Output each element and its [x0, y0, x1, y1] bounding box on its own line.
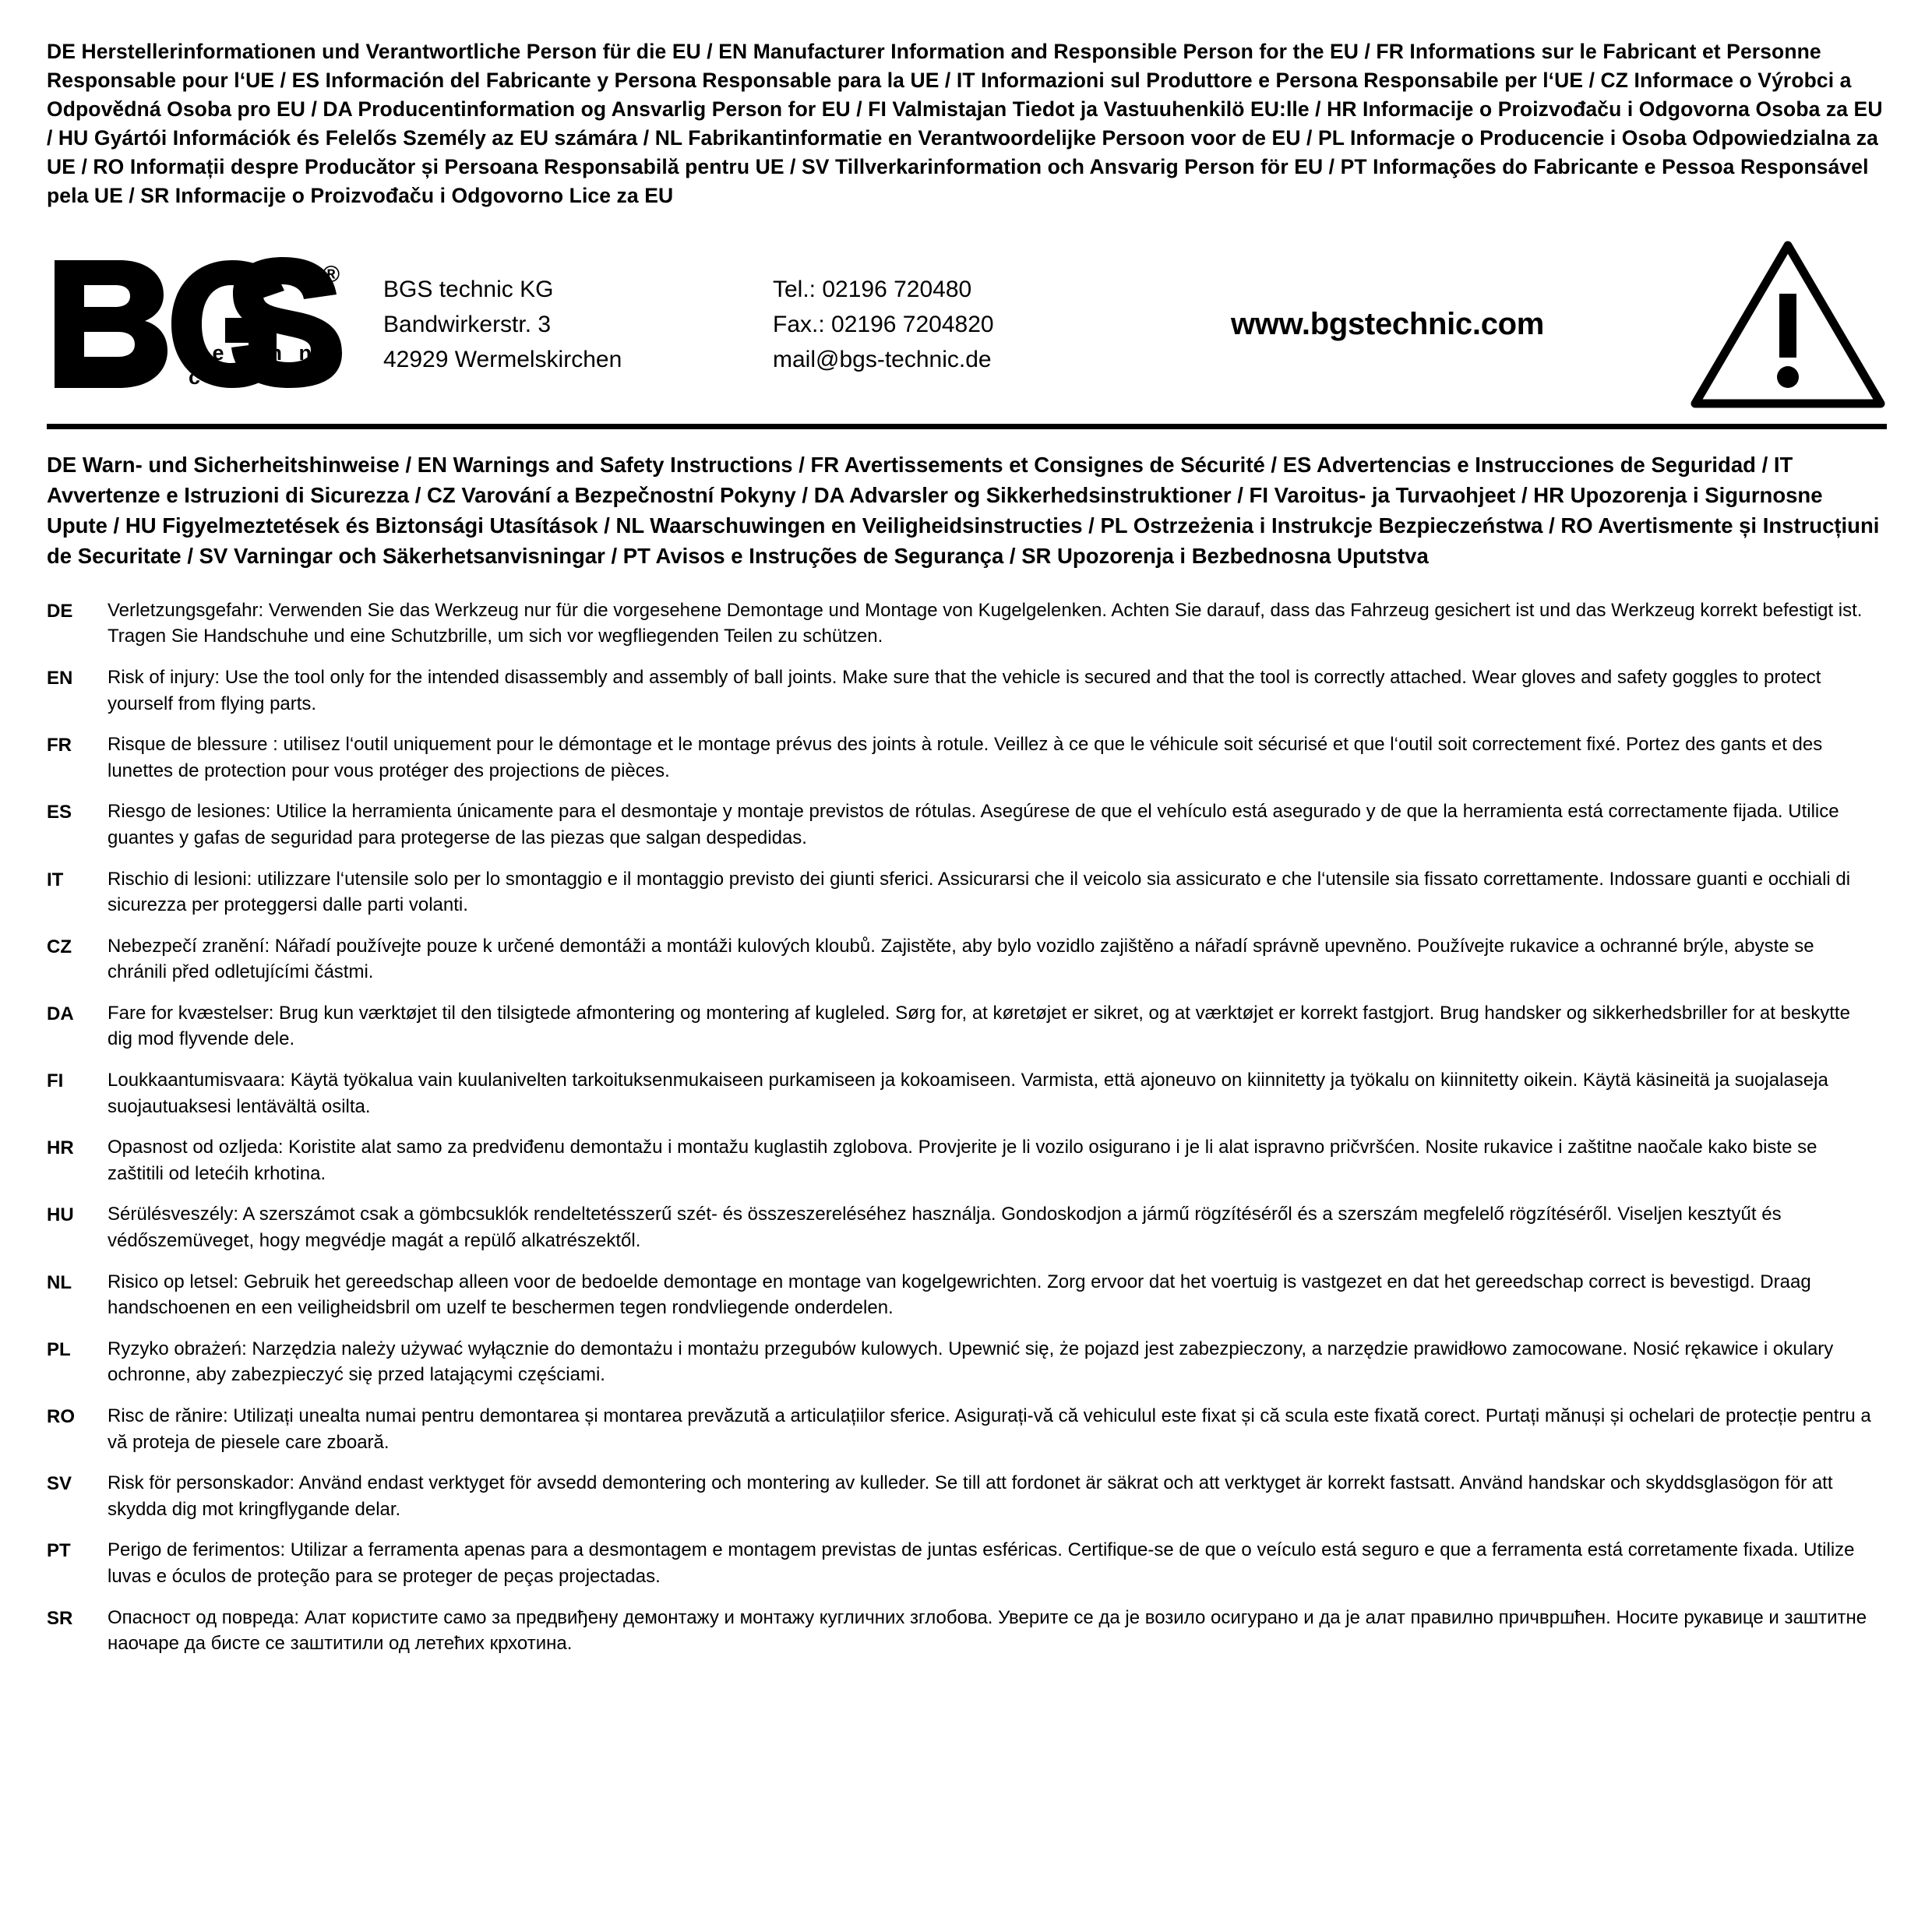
instruction-text: Loukkaantumisvaara: Käytä työkalua vain kuulanivelten tarkoituksenmukaiseen purkamiseen ja kokoamiseen. Varmista, että ajoneuvo on kiinnitetty ja työkalu on kiinnitetty oikein. Käytä käsineitä ja suojalaseja suojautuaksesi lentävältä osilta. [108, 1070, 1828, 1117]
instructions-list [44, 598, 1888, 1657]
language-code: HU [47, 1204, 74, 1226]
company-street: Bandwirkerstr. 3 [383, 311, 552, 337]
company-email[interactable]: mail@bgs-technic.de [773, 346, 992, 372]
list-item [47, 1537, 1877, 1589]
bgs-logo [48, 254, 360, 394]
list-item [47, 665, 1877, 717]
instruction-text: Risk of injury: Use the tool only for the intended disassembly and assembly of ball joints. Make sure that the vehicle is secured and that the tool is correctly attached. Wear gloves and safety goggles to protect yourself from flying parts. [108, 666, 1821, 714]
instruction-text: Risk för personskador: Använd endast verktyget för avsedd demontering och montering av kulleder. Se till att fordonet är säkrat och att verktyget är korrekt fastsatt. Använd handskar och skyddsglasögon för att skydda dig mot kringflygande delar. [108, 1472, 1833, 1520]
instruction-text: Risc de rănire: Utilizați unealta numai pentru demontarea și montarea prevăzută a articulațiilor sferice. Asigurați-vă că vehiculul este fixat și că scula este fixată corect. Purtați mănuși și ochelari de protecție pentru a vă proteja de piesele care zboară. [108, 1405, 1871, 1453]
language-code: HR [47, 1137, 74, 1159]
language-code: FR [47, 735, 72, 756]
list-item [47, 1000, 1877, 1052]
list-item [47, 1269, 1877, 1321]
instruction-text: Opasnost od ozljeda: Koristite alat samo za predviđenu demontažu i montažu kuglastih zglobova. Provjerite je li vozilo osigurano i je li alat ispravno pričvršćen. Nosite rukavice i zaštitne naočale kako biste se zaštitili od letećih krhotina. [108, 1137, 1817, 1184]
logo-subtext: t e c h n i c [189, 341, 340, 390]
company-city: 42929 Wermelskirchen [383, 346, 622, 372]
language-code: CZ [47, 936, 72, 957]
instruction-text: Risque de blessure : utilisez l‘outil uniquement pour le démontage et le montage prévus des joints à rotule. Veillez à ce que le véhicule soit sécurisé et que l‘outil soit correctement fixé. Portez des gants et des lunettes de protection pour vous protéger des projections de pièces. [108, 734, 1823, 781]
language-code: EN [47, 667, 73, 689]
instruction-text: Risico op letsel: Gebruik het gereedschap alleen voor de bedoelde demontage en montage van kogelgewrichten. Zorg ervoor dat het voertuig is vastgezet en dat het gereedschap correct is bevestigd. Draag handschoenen en een veiligheidsbril om uzelf te beschermen tegen rondvliegende onderdelen. [108, 1271, 1811, 1319]
company-fax: Fax.: 02196 7204820 [773, 311, 994, 337]
instruction-text: Ryzyko obrażeń: Narzędzia należy używać wyłącznie do demontażu i montażu przegubów kulowych. Upewnić się, że pojazd jest zabezpieczony, a narzędzie prawidłowo zamocowane. Nosić rękawice i okulary ochronne, aby zabezpieczyć się przed latającymi częściami. [108, 1338, 1834, 1386]
list-item [47, 1067, 1877, 1119]
header-divider [47, 424, 1887, 429]
language-code: FI [47, 1070, 64, 1092]
list-item [47, 866, 1877, 918]
list-item [47, 1336, 1877, 1388]
language-code: PT [47, 1540, 71, 1562]
svg-text:®: ® [323, 262, 340, 288]
language-code: NL [47, 1271, 72, 1293]
instruction-text: Fare for kvæstelser: Brug kun værktøjet til den tilsigtede afmontering og montering af kugleled. Sørg for, at køretøjet er sikret, og at værktøjet er korrekt fastgjort. Brug handsker og sikkerhedsbriller for at beskytte dig mod flyvende dele. [108, 1002, 1850, 1050]
company-header [44, 233, 1888, 419]
instruction-text: Rischio di lesioni: utilizzare l‘utensile solo per lo smontaggio e il montaggio previsto dei giunti sferici. Assicurarsi che il veicolo sia assicurato e che l‘utensile sia fissato correttamente. Indossare guanti e occhiali di sicurezza per proteggersi dalle parti volanti. [108, 868, 1851, 916]
language-code: IT [47, 869, 64, 890]
list-item [47, 1403, 1877, 1455]
company-contact [773, 272, 1108, 377]
language-code: RO [47, 1406, 75, 1427]
list-item [47, 799, 1877, 851]
instruction-text: Riesgo de lesiones: Utilice la herramienta únicamente para el desmontaje y montaje previstos de rótulas. Asegúrese de que el vehículo está asegurado y de que la herramienta está correctamente fijada. Utilice guantes y gafas de seguridad para protegerse de las piezas que salgan despedidas. [108, 801, 1839, 848]
instruction-text: Nebezpečí zranění: Nářadí používejte pouze k určené demontáži a montáži kulových kloubů. Zajistěte, aby bylo vozidlo zajištěno a nářadí správně upevněno. Používejte rukavice a ochranné brýle, abyste se chránili před odletujícími částmi. [108, 935, 1814, 983]
instruction-text: Verletzungsgefahr: Verwenden Sie das Werkzeug nur für die vorgesehene Demontage und Montage von Kugelgelenken. Achten Sie darauf, dass das Fahrzeug gesichert ist und das Werkzeug korrekt befestigt ist. Tragen Sie Handschuhe und eine Schutzbrille, um sich vor wegfliegenden Teilen zu schützen. [108, 599, 1863, 647]
list-item [47, 732, 1877, 784]
company-name: BGS technic KG [383, 276, 554, 302]
language-code: PL [47, 1338, 71, 1360]
language-code: DE [47, 600, 73, 622]
language-code: SR [47, 1607, 73, 1629]
language-code: SV [47, 1473, 72, 1495]
list-item [47, 933, 1877, 985]
company-website[interactable]: www.bgstechnic.com [1230, 306, 1545, 341]
list-item [47, 1605, 1877, 1657]
language-code: ES [47, 802, 72, 823]
list-item [47, 1201, 1877, 1253]
logo-container [44, 254, 383, 394]
list-item [47, 1470, 1877, 1522]
warning-triangle-icon [1667, 241, 1888, 408]
company-tel: Tel.: 02196 720480 [773, 276, 972, 302]
instruction-text: Perigo de ferimentos: Utilizar a ferramenta apenas para a desmontagem e montagem previstas de juntas esféricas. Certifique-se de que o veículo está seguro e que a ferramenta está corretamente fixada. Utilize luvas e óculos de proteção para se proteger de peças projectadas. [108, 1539, 1855, 1587]
warnings-heading: DE Warn- und Sicherheitshinweise / EN Warnings and Safety Instructions / FR Avertissements et Consignes de Sécurité / ES Advertencias e Instrucciones de Seguridad / IT Avvertenze e Istruzioni di Sicurezza / CZ Varování a Bezpečnostní Pokyny / DA Advarsler og Sikkerhedsinstruktioner / FI Varoitus- ja Turvaohjeet / HR Upozorenja i Sigurnosne Upute / HU Figyelmeztetések és Biztonsági Utasítások / NL Waarschuwingen en Veiligheidsinstructies / PL Ostrzeżenia i Instrukcje Bezpieczeństwa / RO Avertismente și Instrucțiuni de Securitate / SV Varningar och Säkerhetsanvisningar / PT Avisos e Instruções de Segurança / SR Upozorenja i Bezbednosna Uputstva [47, 452, 1880, 568]
manufacturer-info-heading: DE Herstellerinformationen und Verantwortliche Person für die EU / EN Manufacturer Information and Responsible Person for the EU / FR Informations sur le Fabricant et Personne Responsable pour l‘UE / ES Información del Fabricante y Persona Responsable para la UE / IT Informazioni sul Produttore e Persona Responsabile per l‘UE / CZ Informace o Výrobci a Odpovědná Osoba pro EU / DA Producentinformation og Ansvarlig Person for EU / FI Valmistajan Tiedot ja Vastuuhenkilö EU:lle / HR Informacije o Proizvođaču i Odgovorna Osoba za EU / HU Gyártói Információk és Felelős Személy az EU számára / NL Fabrikantinformatie en Verantwoordelijke Persoon voor de EU / PL Informacje o Producencie i Osoba Odpowiedzialna za UE / RO Informații despre Producător și Persoana Responsabilă pentru UE / SV Tillverkarinformation och Ansvarig Person för EU / PT Informações do Fabricante e Pessoa Responsável pela UE / SR Informacije o Proizvođaču i Odgovorno Lice za EU [47, 40, 1883, 208]
instruction-text: Sérülésveszély: A szerszámot csak a gömbcsuklók rendeltetésszerű szét- és összeszereléséhez használja. Gondoskodjon a jármű rögzítéséről és a szerszám megfelelő rögzítéséről. Viseljen kesztyűt és védőszemüveget, hogy megvédje magát a repülő alkatrészektől. [108, 1204, 1782, 1252]
list-item [47, 1134, 1877, 1186]
instruction-text: Опасност од повреда: Алат користите само за предвиђену демонтажу и монтажу кугличних зглобова. Уверите се да је возило осигурано и да је алат правилно причвршћен. Носите рукавице и заштитне наочаре да бисте се заштитили од летећих крхотина. [108, 1606, 1867, 1655]
language-code: DA [47, 1003, 74, 1024]
company-address [383, 272, 773, 377]
list-item [47, 598, 1877, 650]
